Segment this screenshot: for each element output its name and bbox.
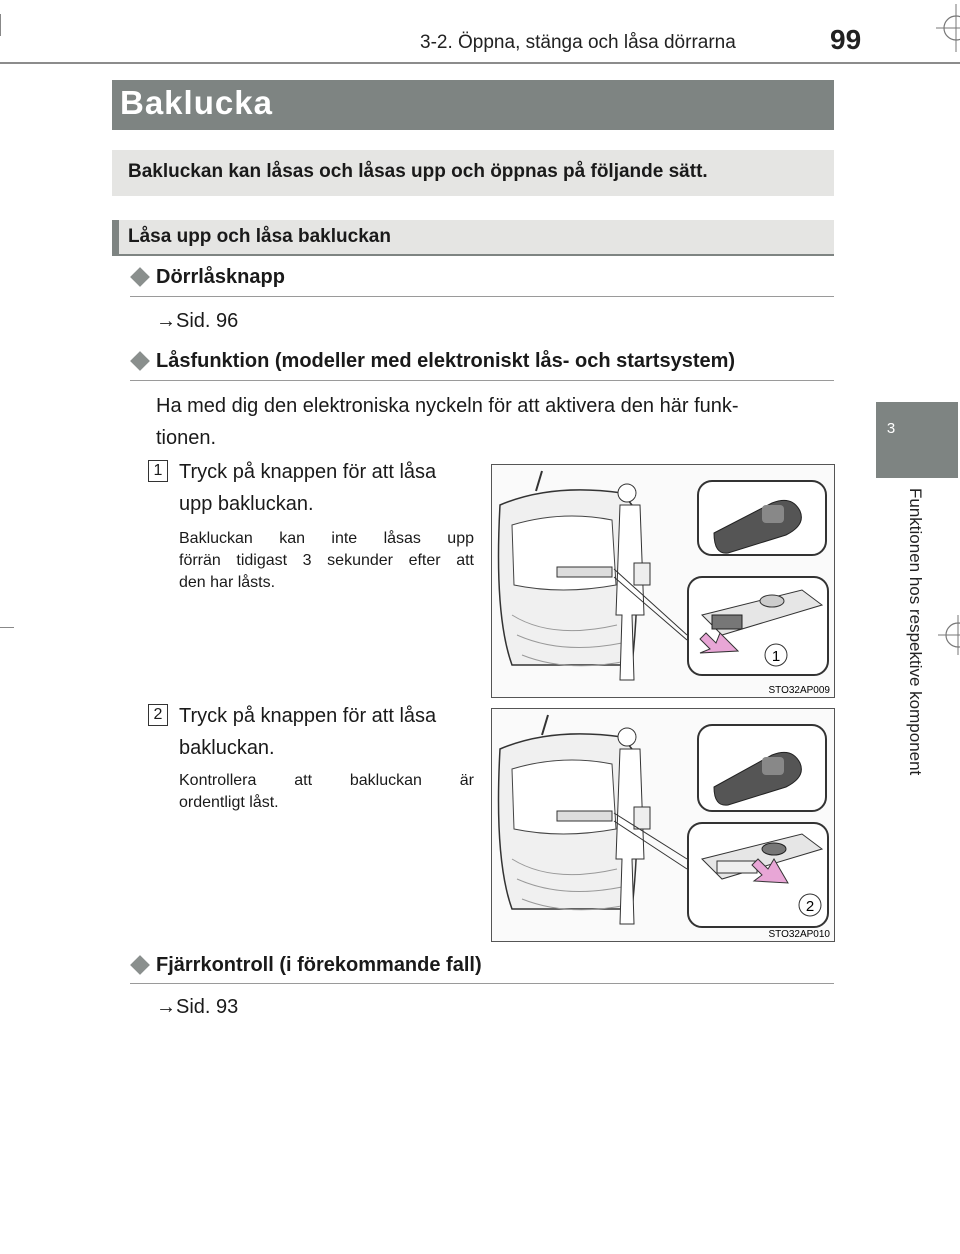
page-title: Baklucka — [120, 84, 273, 121]
diamond-bullet-icon — [130, 267, 150, 287]
page-title-bar — [112, 80, 834, 130]
step-number-badge: 2 — [148, 704, 168, 726]
step-1-text: Tryck på knappen för att låsa upp bakluckan. — [179, 461, 437, 515]
illustration-unlock-tailgate — [491, 464, 835, 698]
crop-mark-left — [0, 627, 14, 628]
diamond-bullet-icon — [130, 955, 150, 975]
chapter-title: Funktionen hos respektive komponent — [906, 488, 925, 776]
item-description: Ha med dig den elektroniska nyckeln för att aktivera den här funk- tionen. — [156, 395, 739, 449]
step-2-note: Kontrollera att bakluckan är ordentligt låst. — [179, 772, 474, 811]
page-number: 99 — [830, 24, 862, 55]
reference-arrow-icon: → — [156, 996, 176, 1018]
item-heading-door-lock-button: Dörrlåsknapp — [156, 266, 285, 288]
reference-text: Sid. 96 — [176, 310, 239, 332]
registration-mark-right — [930, 615, 960, 655]
step-1-note: Bakluckan kan inte låsas upp förrän tidigast 3 sekunder efter att den har låsts. — [179, 530, 474, 591]
item-heading-lock-function: Låsfunktion (modeller med elektroniskt lås- och startsystem) — [156, 350, 736, 372]
subsection-header — [112, 220, 834, 256]
intro-text: Bakluckan kan låsas och låsas upp och öppnas på följande sätt. — [128, 161, 708, 182]
tailgate-unlock-drawing — [492, 465, 834, 697]
illustration-lock-tailgate — [491, 708, 835, 942]
callout-number: 1 — [771, 648, 781, 665]
tailgate-lock-drawing — [492, 709, 834, 941]
diamond-bullet-icon — [130, 351, 150, 371]
figure-code: STO32AP010 — [768, 929, 830, 940]
header-rule — [0, 62, 960, 64]
step-2-text: Tryck på knappen för att låsa bakluckan. — [179, 705, 437, 759]
reference-link-1[interactable] — [156, 310, 238, 333]
item-divider — [130, 380, 834, 381]
step-number-badge: 1 — [148, 460, 168, 482]
item-divider — [130, 296, 834, 297]
header-section-title: 3-2. Öppna, stänga och låsa dörrarna — [420, 32, 736, 53]
registration-mark-top-right — [926, 0, 960, 52]
reference-text: Sid. 93 — [176, 996, 239, 1018]
chapter-tab — [876, 402, 958, 478]
crop-mark-top-left — [0, 14, 1, 36]
reference-arrow-icon: → — [156, 310, 176, 332]
item-divider — [130, 983, 834, 984]
figure-code: STO32AP009 — [768, 685, 830, 696]
item-heading-remote-control: Fjärrkontroll (i förekommande fall) — [156, 954, 482, 976]
reference-link-2[interactable] — [156, 996, 238, 1019]
intro-box — [112, 150, 834, 196]
chapter-title-vertical — [905, 488, 925, 828]
callout-number: 2 — [805, 898, 815, 915]
subsection-title: Låsa upp och låsa bakluckan — [128, 226, 391, 247]
chapter-number: 3 — [886, 420, 896, 437]
